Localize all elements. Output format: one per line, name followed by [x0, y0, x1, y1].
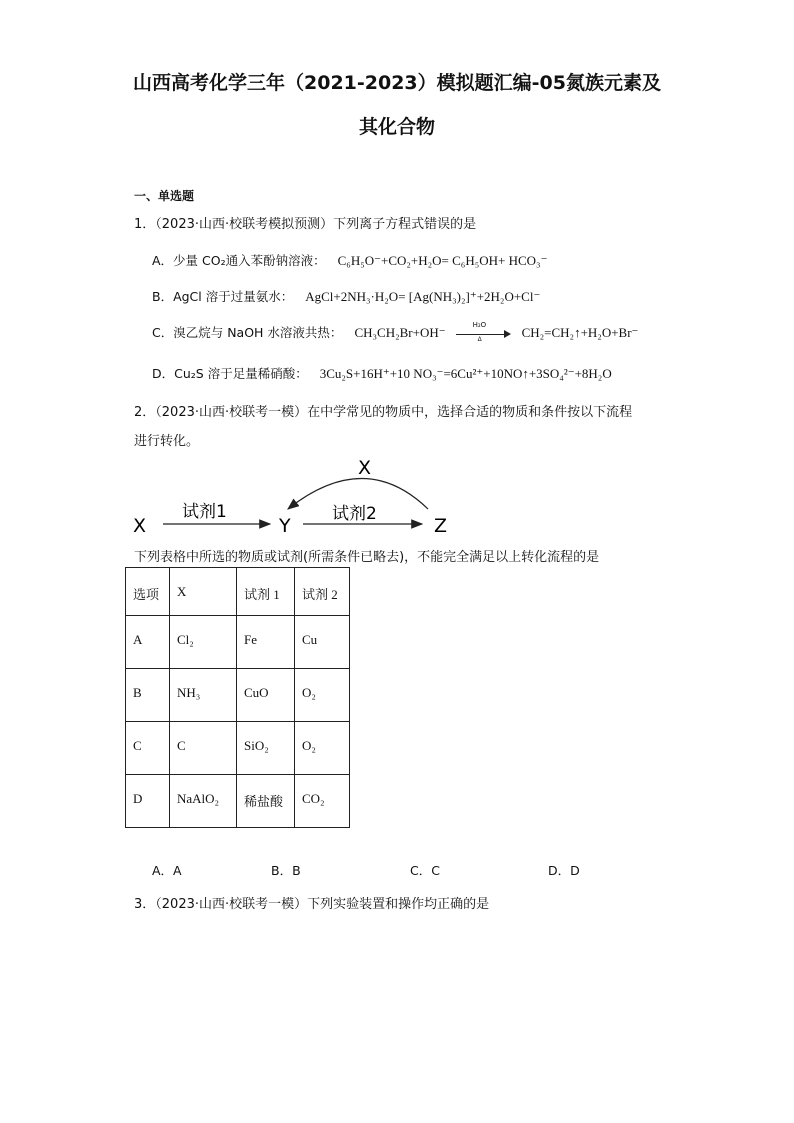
q1-option-c — [152, 320, 639, 343]
q1-option-c-cond-top: H₂O — [472, 320, 487, 329]
table-row — [126, 775, 350, 828]
table-header: 试剂 2 — [295, 568, 350, 616]
table-cell: 稀盐酸 — [237, 775, 295, 828]
diagram-reagent2: 试剂2 — [332, 504, 377, 524]
q2-choice-c[interactable]: C．C — [410, 863, 440, 878]
table-cell: A — [126, 616, 170, 669]
table-header: X — [170, 568, 237, 616]
q1-option-b-label: B．AgCl 溶于过量氨水： — [152, 289, 294, 304]
q1-option-c-cond-bottom: Δ — [477, 335, 482, 343]
diagram-y: Y — [279, 515, 291, 537]
q2-choice-a[interactable]: A．A — [152, 863, 182, 878]
table-cell: NaAlO₂ — [170, 775, 237, 828]
table-row — [126, 722, 350, 775]
question-2-stem-line1: 2．（2023·山西·校联考一模）在中学常见的物质中，选择合适的物质和条件按以下流程 — [134, 405, 633, 420]
q2-choice-d[interactable]: D．D — [548, 863, 580, 878]
table-cell: C — [126, 722, 170, 775]
conversion-flow-diagram — [125, 453, 465, 543]
table-header: 试剂 1 — [237, 568, 295, 616]
section-heading: 一、单选题 — [134, 189, 195, 203]
question-3-stem: 3．（2023·山西·校联考一模）下列实验装置和操作均正确的是 — [134, 897, 490, 912]
table-cell: Cu — [295, 616, 350, 669]
table-cell: B — [126, 669, 170, 722]
table-header: 选项 — [126, 568, 170, 616]
q1-option-c-right: CH₂=CH₂↑+H₂O+Br⁻ — [521, 325, 639, 340]
table-cell: CO₂ — [295, 775, 350, 828]
q1-option-a-label: A．少量 CO₂通入苯酚钠溶液： — [152, 253, 326, 268]
table-cell: SiO₂ — [237, 722, 295, 775]
diagram-x-left: X — [133, 515, 147, 537]
table-row — [126, 616, 350, 669]
table-row — [126, 669, 350, 722]
table-cell: NH₃ — [170, 669, 237, 722]
q1-option-d-label: D．Cu₂S 溶于足量稀硝酸： — [152, 366, 308, 381]
question-2-stem-line2: 进行转化。 — [134, 434, 200, 449]
table-intro: 下列表格中所选的物质或试剂(所需条件已略去)，不能完全满足以上转化流程的是 — [134, 550, 600, 565]
diagram-z: Z — [434, 515, 448, 537]
table-cell: O₂ — [295, 722, 350, 775]
table-cell: Fe — [237, 616, 295, 669]
q1-option-a — [152, 251, 547, 269]
q1-option-a-equation: C₆H₅O⁻+CO₂+H₂O= C₆H₅OH+ HCO₃⁻ — [337, 253, 548, 268]
q1-option-b — [152, 287, 540, 305]
question-1-stem: 1．（2023·山西·校联考模拟预测）下列离子方程式错误的是 — [134, 217, 477, 232]
table-cell: CuO — [237, 669, 295, 722]
q1-option-d — [152, 364, 612, 382]
table-cell: C — [170, 722, 237, 775]
table-header-row — [126, 568, 350, 616]
options-table — [125, 567, 350, 828]
q1-option-b-equation: AgCl+2NH₃·H₂O= [Ag(NH₃)₂]⁺+2H₂O+Cl⁻ — [305, 289, 541, 304]
q1-option-d-equation: 3Cu₂S+16H⁺+10 NO₃⁻=6Cu²⁺+10NO↑+3SO₄²⁻+8H₂O — [319, 366, 612, 381]
q1-option-c-left: CH₃CH₂Br+OH⁻ — [354, 325, 446, 340]
diagram-reagent1: 试剂1 — [182, 502, 227, 522]
page-title-line1: 山西高考化学三年（2021-2023）模拟题汇编-05氮族元素及 — [133, 72, 661, 94]
table-cell: O₂ — [295, 669, 350, 722]
table-cell: Cl₂ — [170, 616, 237, 669]
q1-option-c-arrow — [456, 320, 512, 343]
q2-choice-b[interactable]: B．B — [271, 863, 301, 878]
table-cell: D — [126, 775, 170, 828]
diagram-x-top: X — [358, 457, 372, 479]
page-title-line2: 其化合物 — [358, 116, 435, 138]
q1-option-c-label: C．溴乙烷与 NaOH 水溶液共热： — [152, 325, 343, 340]
